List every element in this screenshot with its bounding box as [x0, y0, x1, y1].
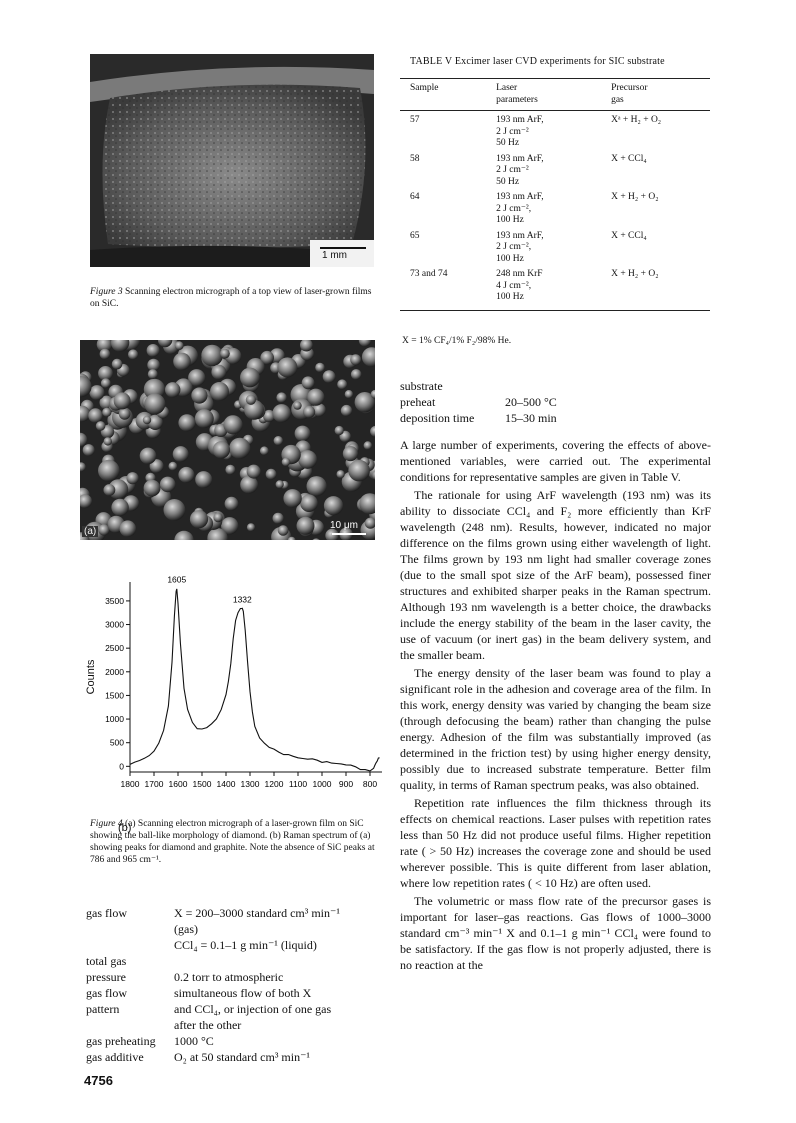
body-paragraph: A large number of experiments, covering the effects of above-mentioned variables, were carried out. The experimental conditions for representative samples are given in Table V. [400, 438, 711, 484]
y-tick-label: 500 [109, 737, 124, 748]
series-line [130, 589, 380, 771]
table-row [400, 227, 710, 266]
param-value: (gas) [174, 922, 198, 936]
table-cell: 58 [410, 153, 420, 164]
param-value: after the other [174, 1018, 242, 1032]
y-tick-label: 1000 [105, 714, 124, 725]
param-label: substrate [400, 379, 443, 393]
table-cell: 193 nm ArF, 2 J cm⁻², 100 Hz [496, 230, 544, 264]
param-row [86, 905, 340, 921]
body-paragraph: Repetition rate influences the film thickness through its effects on chemical reactions. Laser pulses with repetition rates less than 50 Hz did not produce useful films. Higher repetition rate ( > 50 Hz) increases the coverage zone and should be used wherever possible. This is quite different from laser ablation, where low repetition rates ( < 10 Hz) are often used. [400, 796, 711, 890]
param-label: gas preheating [86, 1034, 156, 1048]
x-tick-label: 900 [338, 779, 354, 789]
param-row [400, 394, 557, 410]
param-label [86, 937, 174, 953]
param-value: X = 200–3000 standard cm³ min⁻¹ [174, 906, 340, 920]
figure3-scale-label: 1 mm [322, 250, 347, 261]
param-label: preheat [400, 395, 436, 409]
param-label: pattern [86, 1002, 120, 1016]
body-paragraph: The rationale for using ArF wavelength (193 nm) was its ability to dissociate CCl₄ and F₂ more efficiently than KrF wavelength (248 nm). Results, however, indicated no major difference on the films grown using either wavelength of light. The films grown by 193 nm light had smaller coverage zones (due to the small spot size of the ArF beam), possessed finer structures and exhibited sharper peaks in the Raman spectrum. Although 193 nm wavelength is a better choice, the drawbacks include the energy stability of the beam in the laser cavity, the use of vacuum (or inert gas) in the beam delivery system, and the smaller beam. [400, 488, 711, 662]
table-header-cell: Sample [410, 83, 439, 93]
table-title: TABLE V Excimer laser CVD experiments for SIC substrate [410, 56, 665, 67]
x-tick-label: 1100 [288, 779, 308, 789]
param-label: gas flow [86, 906, 127, 920]
param-row [86, 953, 340, 969]
param-value: 15–30 min [505, 411, 557, 425]
figure4a-scale-label: 10 μm [330, 520, 358, 531]
figure4-caption-block [90, 818, 375, 866]
y-axis-label: Counts [85, 659, 97, 695]
params-right-list [400, 378, 557, 426]
param-value: simultaneous flow of both X [174, 986, 312, 1000]
y-tick-label: 3500 [105, 595, 124, 606]
param-value: 1000 °C [174, 1034, 214, 1048]
figure4-caption-text: (a) Scanning electron micrograph of a laser-grown film on SiC showing the ball-like morphology of diamond. (b) Raman spectrum of (a) showing peaks for diamond and graphite. Note the absence of SiC peaks at 786 and 965 cm⁻¹. [90, 819, 375, 865]
table-v [400, 78, 710, 311]
x-tick-label: 1000 [312, 779, 332, 789]
figure3-caption [90, 286, 375, 310]
table-cell: 193 nm ArF, 2 J cm⁻² 50 Hz [496, 115, 544, 148]
table-cell: 57 [410, 115, 420, 125]
x-tick-label: 1400 [216, 779, 236, 789]
table-cell: 248 nm KrF 4 J cm⁻², 100 Hz [496, 269, 543, 302]
table-cell: X + CCl₄ [611, 230, 647, 241]
x-tick-label: 1700 [144, 779, 164, 789]
table-cell: X + H₂ + O₂ [611, 269, 659, 279]
param-value: and CCl₄, or injection of one gas [174, 1002, 332, 1016]
table-cell: 73 and 74 [410, 269, 448, 279]
figure4a-scale-bar [332, 533, 366, 535]
body-text [400, 437, 711, 975]
param-label [86, 921, 174, 937]
table-row [400, 188, 710, 227]
param-row [86, 1001, 340, 1017]
param-row [86, 985, 340, 1001]
param-row [86, 1033, 340, 1049]
figure4-caption-label: Figure 4 [90, 819, 123, 829]
body-paragraph: The energy density of the laser beam was found to play a significant role in the adhesion and coverage area of the film. In this work, energy density was varied by changing the beam size (through defocusing the beam) rather than changing the pulse energy. Adhesion of the film was substantially improved (as determined in the friction test) by using higher energy density, possibly due to increased substrate temperature. Better film quality, in terms of Raman spectrum peaks, was also obtained. [400, 666, 711, 792]
figure4a-micrograph [80, 340, 375, 540]
param-value: 20–500 °C [505, 395, 557, 409]
table-header-cell: Laser parameters [496, 83, 538, 105]
param-label: gas flow [86, 986, 127, 1000]
table-cell: X + CCl₄ [611, 153, 647, 164]
figure3-caption-label: Figure 3 [90, 287, 123, 297]
param-row [400, 410, 557, 426]
param-row [86, 921, 340, 937]
table-cell: 65 [410, 230, 420, 241]
y-tick-label: 0 [119, 761, 124, 772]
param-row [400, 378, 557, 394]
param-row [86, 1049, 340, 1065]
page-number: 4756 [84, 1073, 113, 1088]
table-cell: 64 [410, 192, 420, 202]
peak-label: 1332 [232, 594, 252, 605]
body-paragraph: The volumetric or mass flow rate of the precursor gases is important for laser–gas reactions. Gas flows of 1000–3000 standard cm⁻³ min⁻¹ X and 0.1–1 g min⁻¹ CCl₄ were found to be satisfactory. If the gas flow is not properly adjusted, there is no reaction at the [400, 894, 711, 972]
table-cell: Xᵃ + H₂ + O₂ [611, 115, 662, 125]
param-value: CCl₄ = 0.1–1 g min⁻¹ (liquid) [174, 938, 317, 952]
param-value: O₂ at 50 standard cm³ min⁻¹ [174, 1050, 311, 1064]
param-value: 0.2 torr to atmospheric [174, 970, 284, 984]
table-row [400, 265, 710, 310]
table-row [400, 150, 710, 189]
x-tick-label: 1300 [240, 779, 260, 789]
table-header-cell: Precursor gas [611, 83, 648, 105]
table-row [400, 111, 710, 150]
y-tick-label: 1500 [105, 690, 124, 701]
table-cell: 193 nm ArF, 2 J cm⁻², 100 Hz [496, 192, 544, 225]
y-tick-label: 2500 [105, 643, 124, 654]
param-row [86, 1017, 340, 1033]
param-label: total gas [86, 954, 127, 968]
y-tick-label: 2000 [105, 666, 124, 677]
x-tick-label: 1200 [264, 779, 284, 789]
figure4-panel-a-label: (a) [84, 526, 97, 537]
param-label [86, 1017, 174, 1033]
figure3-caption-text: Scanning electron micrograph of a top view of laser-grown films on SiC. [90, 287, 372, 309]
param-row [86, 969, 340, 985]
figure4-panel-b-label: (b) [118, 822, 132, 834]
table-cell: 193 nm ArF, 2 J cm⁻² 50 Hz [496, 153, 544, 187]
param-label: gas additive [86, 1050, 144, 1064]
param-row [86, 937, 340, 953]
x-tick-label: 1800 [120, 779, 140, 789]
params-left-list [86, 905, 340, 1065]
param-label: pressure [86, 970, 126, 984]
raman-spectrum-chart [80, 576, 390, 808]
table-footnote: X = 1% CF₄/1% F₂/98% He. [402, 336, 512, 346]
x-tick-label: 1600 [168, 779, 188, 789]
table-cell: X + H₂ + O₂ [611, 192, 659, 202]
x-tick-label: 1500 [192, 779, 212, 789]
peak-label: 1605 [167, 576, 187, 585]
x-tick-label: 800 [362, 779, 378, 789]
param-label: deposition time [400, 411, 475, 425]
figure3-micrograph [90, 54, 374, 267]
y-tick-label: 3000 [105, 619, 124, 630]
